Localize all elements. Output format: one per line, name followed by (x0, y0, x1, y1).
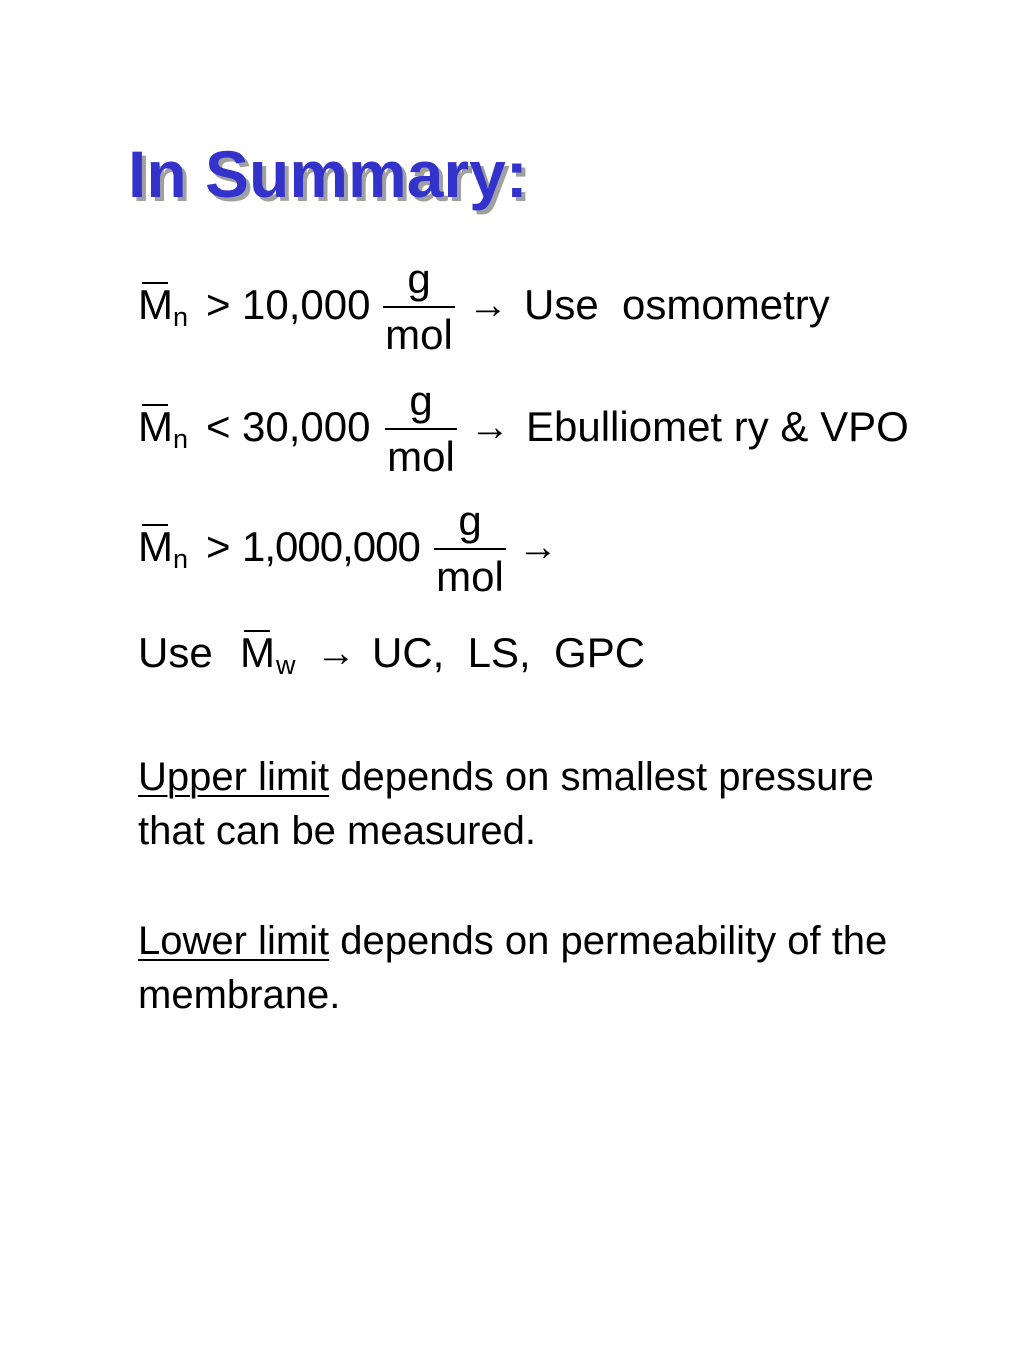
upper-limit-label: Upper limit (138, 755, 330, 799)
subscript: n (173, 544, 189, 574)
right-arrow-icon: → (518, 525, 558, 569)
mean-symbol: M (138, 281, 173, 328)
slide-title: In Summary: (128, 137, 528, 211)
relation-symbol: > (206, 281, 231, 328)
mean-symbol: M (138, 403, 173, 450)
right-arrow-icon: → (468, 283, 508, 327)
fraction-line (434, 548, 506, 550)
relation-symbol: < (206, 403, 231, 450)
subscript: w (276, 650, 296, 680)
right-arrow-icon: → (470, 405, 510, 449)
equation-result: Use osmometry (524, 281, 830, 328)
subscript: n (173, 424, 189, 454)
unit-fraction (434, 496, 506, 606)
equation-result: Ebulliomet ry & VPO (526, 403, 909, 450)
fraction-denominator: mol (387, 433, 455, 480)
fraction-numerator: g (407, 255, 431, 302)
lower-limit-label: Lower limit (138, 919, 330, 963)
upper-limit-note (138, 750, 938, 858)
relation-symbol: > (206, 523, 231, 570)
fraction-numerator: g (458, 497, 482, 544)
threshold-value: 10,000 (242, 281, 371, 328)
lower-limit-note (138, 914, 938, 1022)
upper-limit-text: depends on smallest pressure that can be measured. (138, 755, 874, 853)
subscript: n (173, 302, 189, 332)
lower-limit-text: depends on permeability of the membrane. (138, 919, 888, 1017)
right-arrow-icon: → (316, 631, 356, 675)
unit-fraction (385, 376, 457, 486)
mean-symbol: M (240, 629, 275, 676)
method-list: UC, LS, GPC (372, 629, 646, 676)
fraction-denominator: mol (436, 553, 504, 600)
fraction-line (383, 306, 455, 308)
mean-symbol: M (138, 523, 173, 570)
threshold-value: 1,000,000 (242, 523, 420, 570)
fraction-line (385, 428, 457, 430)
unit-fraction (383, 254, 455, 364)
fraction-numerator: g (409, 377, 433, 424)
threshold-value: 30,000 (242, 403, 371, 450)
use-label: Use (138, 629, 213, 676)
fraction-denominator: mol (385, 311, 453, 358)
